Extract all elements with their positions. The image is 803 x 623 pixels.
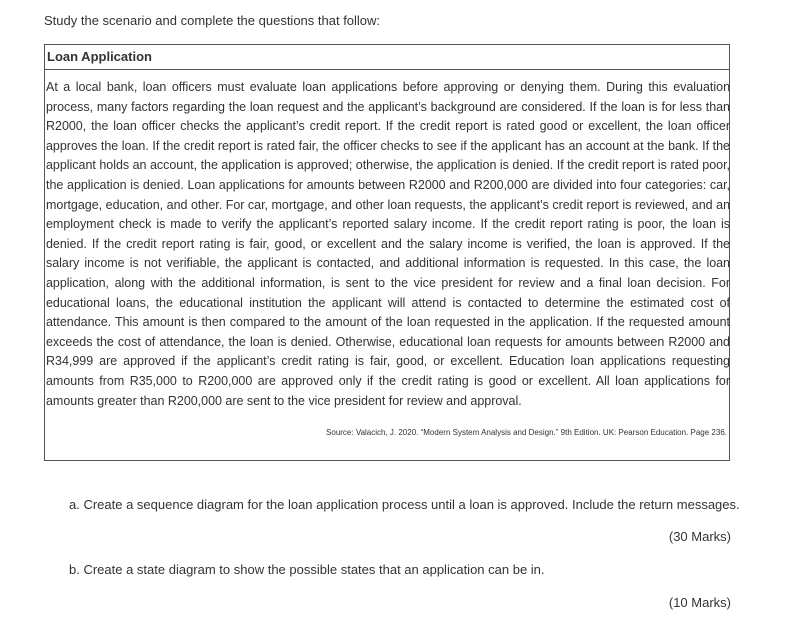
question-a-marks: (30 Marks) <box>668 529 731 544</box>
scenario-title: Loan Application <box>47 49 152 64</box>
question-a: a. Create a sequence diagram for the loan application process until a loan is approved. Include the return messages. <box>69 497 740 512</box>
question-b-marks: (10 Marks) <box>668 595 731 610</box>
scenario-body: At a local bank, loan officers must evaluate loan applications before approving or denying them. During this evaluation process, many factors regarding the loan request and the applicant’s background are considered. If the loan is for less than R2000, the loan officer checks the applicant’s credit report. If the credit report is rated good or excellent, the loan officer approves the loan. If the credit report is rated fair, the officer checks to see if the applicant has an account at the bank. If the applicant holds an account, the application is approved; otherwise, the application is denied. If the credit report is rated poor, the application is denied. Loan applications for amounts between R2000 and R200,000 are divided into four categories: car, mortgage, education, and other. For car, mortgage, and other loan requests, the applicant’s credit report is reviewed, and an employment check is made to verify the applicant’s reported salary income. If the credit report rating is poor, the loan is denied. If the credit report rating is fair, good, or excellent and the salary income is verified, the loan is approved. If the salary income is not verifiable, the applicant is contacted, and additional information is requested. In this case, the loan application, along with the additional information, is sent to the vice president for review and a final loan decision. For educational loans, the educational institution the applicant will attend is contacted to determine the estimated cost of attendance. This amount is then compared to the amount of the loan requested in the application. If the requested amount exceeds the cost of attendance, the loan is denied. Otherwise, educational loan requests for amounts between R2000 and R34,999 are approved if the applicant’s credit rating is fair, good, or excellent. Education loan applications requesting amounts from R35,000 to R200,000 are approved only if the credit rating is good or excellent. All loan applications for amounts greater than R200,000 are sent to the vice president for review and approval. <box>46 80 730 408</box>
question-b: b. Create a state diagram to show the possible states that an application can be in. <box>69 562 545 577</box>
title-divider <box>45 69 729 70</box>
instructions-text: Study the scenario and complete the questions that follow: <box>44 13 381 28</box>
scenario-box <box>44 44 730 461</box>
source-citation: Source: Valacich, J. 2020. “Modern System Analysis and Design.” 9th Edition. UK: Pearson Education. Page 236. <box>326 428 727 437</box>
